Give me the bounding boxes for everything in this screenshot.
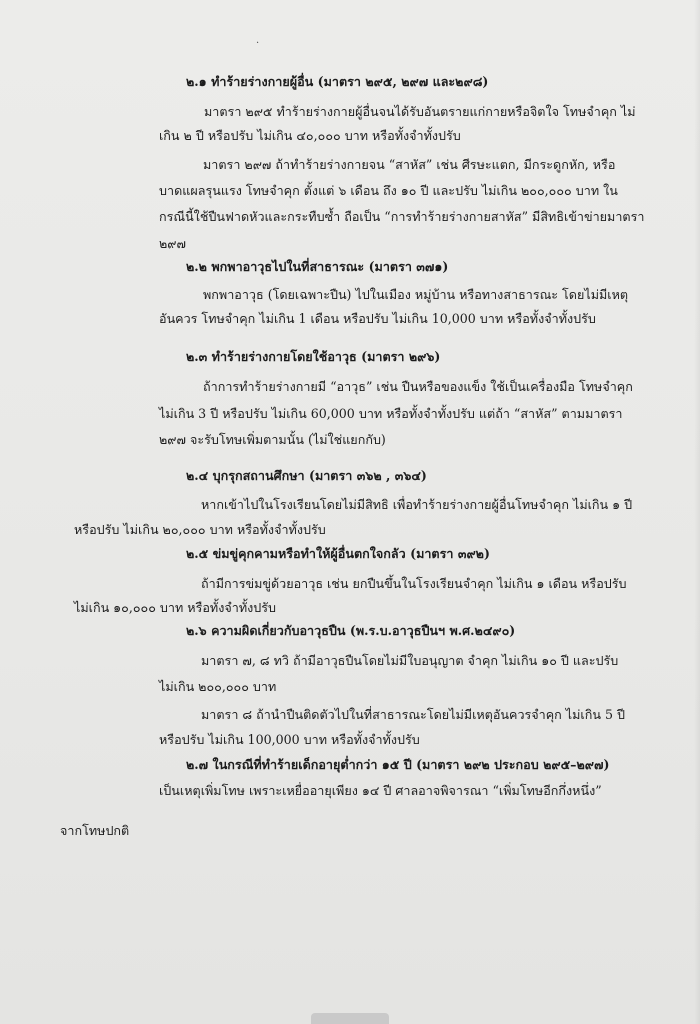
paragraph-line: ๒๙๗: [159, 236, 186, 251]
paragraph-line: หากเข้าไปในโรงเรียนโดยไม่มีสิทธิ เพื่อทำร้ายร่างกายผู้อื่นโทษจำคุก ไม่เกิน ๑ ปี: [201, 497, 633, 512]
scroll-handle[interactable]: [311, 1013, 389, 1024]
paragraph-line: เกิน ๒ ปี หรือปรับ ไม่เกิน ๔๐,๐๐๐ บาท หรือทั้งจำทั้งปรับ: [159, 128, 461, 143]
paragraph-line: ๒๙๗ จะรับโทษเพิ่มตามนั้น (ไม่ใช่แยกกับ): [159, 432, 386, 447]
paragraph-line: หรือปรับ ไม่เกิน 100,000 บาท หรือทั้งจำทั้งปรับ: [159, 732, 420, 747]
paragraph-line: พกพาอาวุธ (โดยเฉพาะปืน) ไปในเมือง หมู่บ้าน หรือทางสาธารณะ โดยไม่มีเหตุ: [203, 287, 629, 302]
paragraph-line: ถ้าการทำร้ายร่างกายมี “อาวุธ” เช่น ปืนหรือของแข็ง ใช้เป็นเครื่องมือ โทษจำคุก: [203, 379, 633, 394]
paragraph-line: มาตรา ๘ ถ้านำปืนติดตัวไปในที่สาธารณะโดยไม่มีเหตุอันควรจำคุก ไม่เกิน 5 ปี: [201, 707, 625, 722]
paragraph-line: เป็นเหตุเพิ่มโทษ เพราะเหยื่ออายุเพียง ๑๔ ปี ศาลอาจพิจารณา “เพิ่มโทษอีกกึ่งหนึ่ง”: [159, 783, 602, 798]
paragraph-line: มาตรา ๒๙๗ ถ้าทำร้ายร่างกายจน “สาหัส” เช่น ศีรษะแตก, มีกระดูกหัก, หรือ: [203, 157, 616, 172]
paragraph-line: ไม่เกิน 3 ปี หรือปรับ ไม่เกิน 60,000 บาท หรือทั้งจำทั้งปรับ แต่ถ้า “สาหัส” ตามมาตรา: [159, 406, 623, 421]
paragraph-line: กรณีนี้ใช้ปืนฟาดหัวและกระทืบซ้ำ ถือเป็น “การทำร้ายร่างกายสาหัส” มีสิทธิเข้าข่ายมาตรา: [159, 209, 645, 224]
section-heading-2-4: ๒.๔ บุกรุกสถานศึกษา (มาตรา ๓๖๒ , ๓๖๔): [186, 468, 427, 483]
section-heading-2-5: ๒.๕ ข่มขู่คุกคามหรือทำให้ผู้อื่นตกใจกลัว (มาตรา ๓๙๒): [186, 546, 490, 561]
section-heading-2-3: ๒.๓ ทำร้ายร่างกายโดยใช้อาวุธ (มาตรา ๒๙๖): [186, 349, 441, 364]
paragraph-line: จากโทษปกติ: [60, 823, 130, 838]
paragraph-line: ไม่เกิน ๒๐๐,๐๐๐ บาท: [159, 679, 277, 694]
page-edge-shadow: [694, 0, 700, 1024]
paragraph-line: ไม่เกิน ๑๐,๐๐๐ บาท หรือทั้งจำทั้งปรับ: [74, 600, 277, 615]
paragraph-line: มาตรา ๗, ๘ ทวิ ถ้ามีอาวุธปืนโดยไม่มีใบอนุญาต จำคุก ไม่เกิน ๑๐ ปี และปรับ: [201, 653, 619, 668]
section-heading-2-2: ๒.๒ พกพาอาวุธไปในที่สาธารณะ (มาตรา ๓๗๑): [186, 259, 449, 274]
section-heading-2-7: ๒.๗ ในกรณีที่ทำร้ายเด็กอายุต่ำกว่า ๑๕ ปี (มาตรา ๒๙๒ ประกอบ ๒๙๕–๒๙๗): [186, 757, 610, 772]
paragraph-line: ถ้ามีการข่มขู่ด้วยอาวุธ เช่น ยกปืนขึ้นในโรงเรียนจำคุก ไม่เกิน ๑ เดือน หรือปรับ: [201, 576, 627, 591]
paragraph-line: มาตรา ๒๙๕ ทำร้ายร่างกายผู้อื่นจนได้รับอันตรายแก่กายหรือจิตใจ โทษจำคุก ไม่: [204, 104, 636, 119]
paragraph-line: บาดแผลรุนแรง โทษจำคุก ตั้งแต่ ๖ เดือน ถึง ๑๐ ปี และปรับ ไม่เกิน ๒๐๐,๐๐๐ บาท ใน: [159, 183, 618, 198]
paragraph-line: หรือปรับ ไม่เกิน ๒๐,๐๐๐ บาท หรือทั้งจำทั้งปรับ: [74, 522, 326, 537]
section-heading-2-6: ๒.๖ ความผิดเกี่ยวกับอาวุธปืน (พ.ร.บ.อาวุธปืนฯ พ.ศ.๒๔๙๐): [186, 623, 516, 638]
section-heading-2-1: ๒.๑ ทำร้ายร่างกายผู้อื่น (มาตรา ๒๙๕, ๒๙๗ และ๒๙๘): [186, 74, 489, 89]
top-mark: ·: [256, 38, 260, 49]
paragraph-line: อันควร โทษจำคุก ไม่เกิน 1 เดือน หรือปรับ ไม่เกิน 10,000 บาท หรือทั้งจำทั้งปรับ: [159, 311, 596, 326]
